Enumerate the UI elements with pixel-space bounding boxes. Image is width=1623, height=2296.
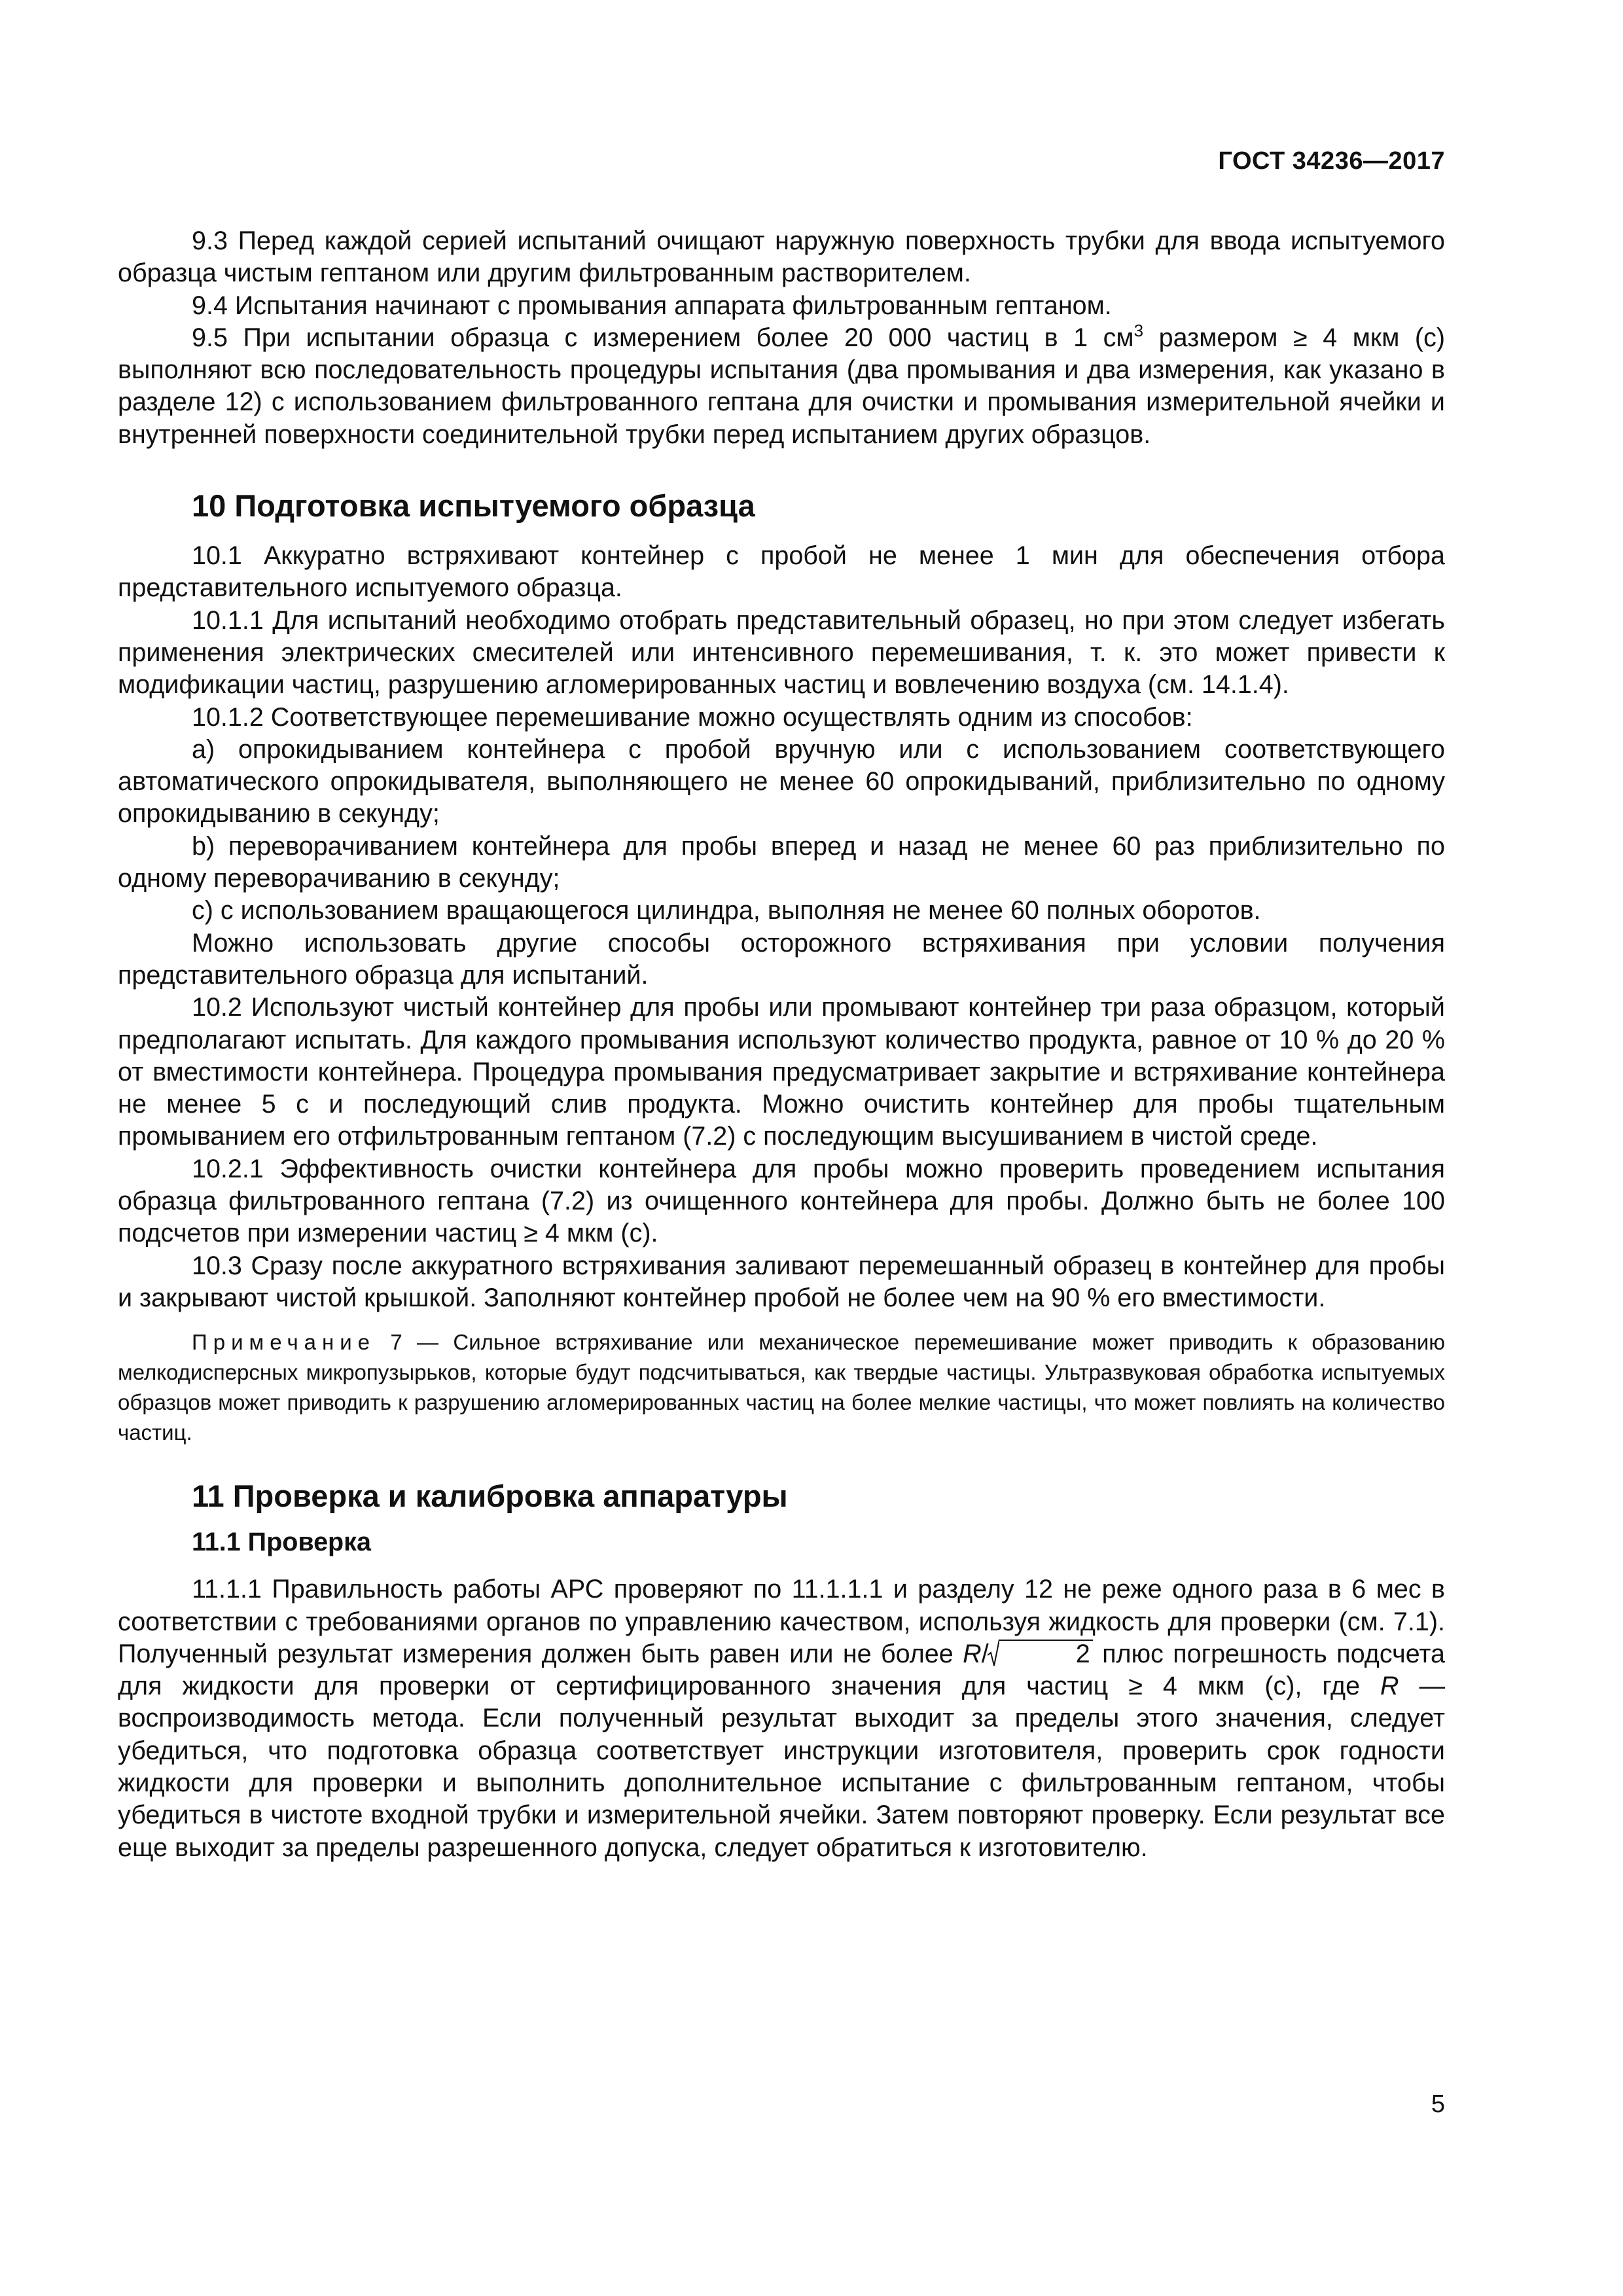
note-text: 7 — Сильное встряхивание или механическое перемешивание может приводить к образованию мелкодисперсных микропузырьков, которые будут подсчитываться, как твердые частицы. Ультразвуковая обработка испытуемых образцов может приводить к разрушению агломерированных частиц на более мелкие частицы, что может повлиять на количество частиц. <box>118 1330 1445 1445</box>
variable-r: R <box>963 1639 982 1668</box>
paragraph-11-1-1-part-b: плюс погрешность подсчета для жидкости для проверки от сертифицированного значения для частиц ≥ 4 мкм (c), где <box>118 1639 1445 1701</box>
paragraph-10-2: 10.2 Используют чистый контейнер для пробы или промывают контейнер три раза образцом, который предполагают испытать. Для каждого промывания используют количество продукта, равное от 10 % до 20 % от вместимости контейнера. Процедура промывания предусматривает закрытие и встряхивание контейнера не менее 5 с и последующий слив продукта. Можно очистить контейнер для пробы тщательным промыванием его отфильтрованным гептаном (7.2) с последующим высушиванием в чистой среде. <box>118 993 1445 1151</box>
slash: / <box>981 1639 989 1668</box>
paragraph-10-3: 10.3 Сразу после аккуратного встряхивания заливают перемешанный образец в контейнер для пробы и закрывают чистой крышкой. Заполняют контейнер пробой не более чем на 90 % его вместимости. <box>118 1251 1445 1312</box>
section-10-heading: 10 Подготовка испытуемого образца <box>192 488 755 524</box>
page-number: 5 <box>1431 2090 1445 2118</box>
section-11-heading: 11 Проверка и калибровка аппаратуры <box>192 1479 788 1514</box>
paragraph-9-5 <box>118 322 1445 451</box>
paragraph-9-4: 9.4 Испытания начинают с промывания аппарата фильтрованным гептаном. <box>192 291 1112 320</box>
subsection-11-1-heading: 11.1 Проверка <box>192 1528 371 1557</box>
paragraph-other-methods: Можно использовать другие способы осторожного встряхивания при условии получения представительного образца для испытаний. <box>118 928 1445 990</box>
paragraph-10-1-2: 10.1.2 Соответствующее перемешивание можно осуществлять одним из способов: <box>192 702 1193 732</box>
paragraph-11-1-1-part-c: — воспроизводимость метода. Если полученный результат выходит за пределы этого значения, следует убедиться, что подготовка образца соответствует инструкции изготовителя, проверить срок годности жидкости для проверки и выполнить дополнительное испытание с фильтрованным гептаном, чтобы убедиться в чистоте входной трубки и измерительной ячейки. Затем повторяют проверку. Если результат все еще выходит за пределы разрешенного допуска, следует обратиться к изготовителю. <box>118 1672 1445 1862</box>
paragraph-9-5-part-a: 9.5 При испытании образца с измерением более 20 000 частиц в 1 см <box>192 323 1134 352</box>
standard-code-header: ГОСТ 34236—2017 <box>1218 147 1445 175</box>
document-body <box>118 225 1445 1864</box>
sqrt-radicand: 2 <box>1075 1639 1090 1668</box>
variable-r-second: R <box>1380 1672 1399 1701</box>
list-item-b: b) переворачиванием контейнера для пробы вперед и назад не менее 60 раз приблизительно по одному переворачиванию в секунду; <box>118 831 1445 893</box>
document-page <box>118 0 1445 2296</box>
note-7 <box>118 1327 1445 1448</box>
paragraph-10-2-1: 10.2.1 Эффективность очистки контейнера для пробы можно проверить проведением испытания образца фильтрованного гептана (7.2) из очищенного контейнера для пробы. Должно быть не более 100 подсчетов при измерении частиц ≥ 4 мкм (c). <box>118 1154 1445 1248</box>
list-item-c: c) с использованием вращающегося цилиндра, выполняя не менее 60 полных оборотов. <box>192 896 1261 925</box>
paragraph-11-1-1-part-a: 11.1.1 Правильность работы АРС проверяют по 11.1.1.1 и разделу 12 не реже одного раза в 6 мес в соответствии с требованиями органов по управлению качеством, используя жидкость для проверки (см. 7.1). Полученный результат измерения должен быть равен или не более <box>118 1575 1445 1668</box>
sqrt-expression <box>999 1640 1093 1666</box>
paragraph-11-1-1 <box>118 1573 1445 1864</box>
paragraph-10-1-1: 10.1.1 Для испытаний необходимо отобрать представительный образец, но при этом следует избегать применения электрических смесителей или интенсивного перемешивания, т. к. это может привести к модификации частиц, разрушению агломерированных частиц и вовлечению воздуха (см. 14.1.4). <box>118 605 1445 700</box>
note-label: Примечание <box>192 1330 376 1355</box>
radical-sign-icon <box>988 1638 999 1667</box>
paragraph-9-5-part-b: размером ≥ 4 мкм (c) выполняют всю последовательность процедуры испытания (два промывания и два измерения, как указано в разделе 12) с использованием фильтрованного гептана для очистки и промывания измерительной ячейки и внутренней поверхности соединительной трубки перед испытанием других образцов. <box>118 323 1445 449</box>
paragraph-9-3: 9.3 Перед каждой серией испытаний очищают наружную поверхность трубки для ввода испытуемого образца чистым гептаном или другим фильтрованным растворителем. <box>118 226 1445 288</box>
superscript-cubic: 3 <box>1133 320 1144 340</box>
list-item-a: a) опрокидыванием контейнера с пробой вручную или с использованием соответствующего автоматического опрокидывателя, выполняющего не менее 60 опрокидываний, приблизительно по одному опрокидыванию в секунду; <box>118 734 1445 829</box>
paragraph-10-1: 10.1 Аккуратно встряхивают контейнер с пробой не менее 1 мин для обеспечения отбора представительного испытуемого образца. <box>118 541 1445 603</box>
